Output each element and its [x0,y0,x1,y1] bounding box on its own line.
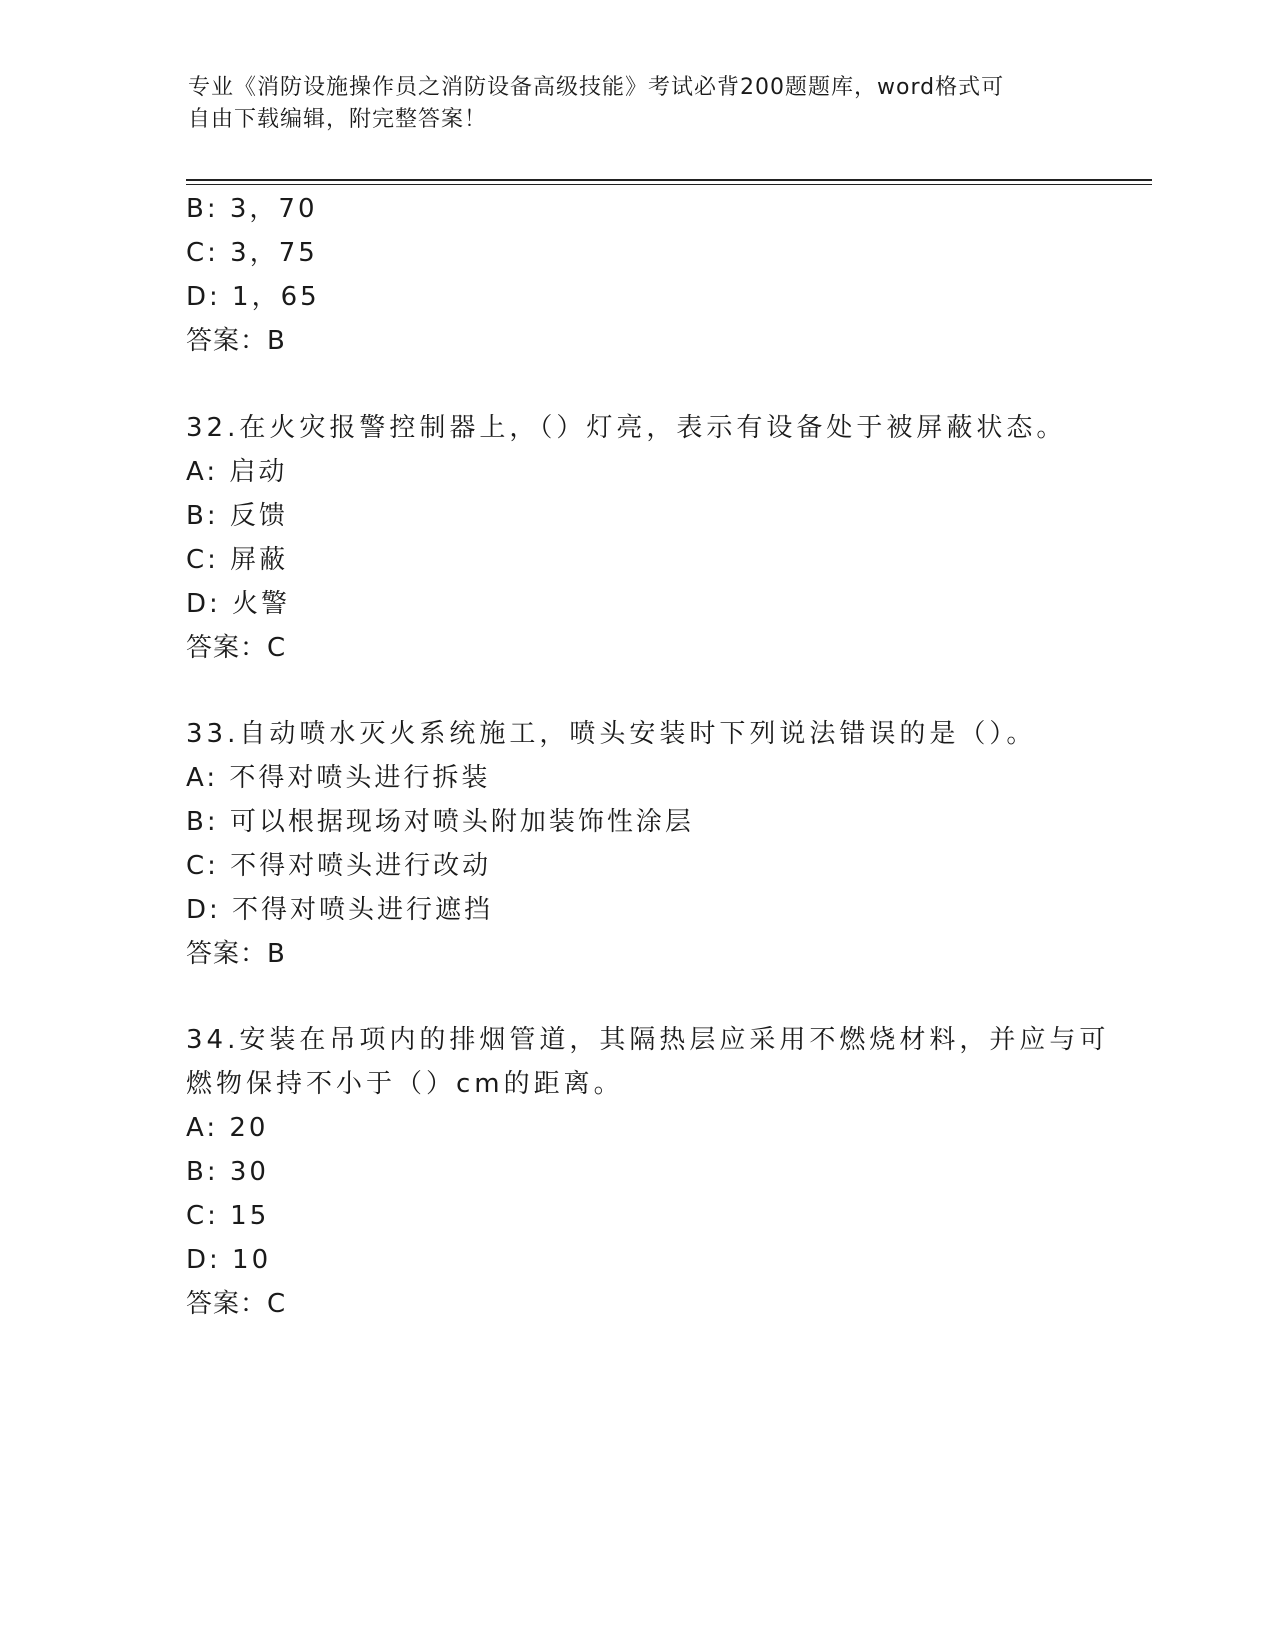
option-c: C: 15 [186,1201,270,1231]
option-c: C: 3，75 [186,238,318,268]
option-c: C: 屏蔽 [186,545,289,575]
option-d: D: 不得对喷头进行遮挡 [186,895,494,925]
question-stem-line-1: 34.安装在吊项内的排烟管道，其隔热层应采用不燃烧材料，并应与可 [186,1025,1110,1055]
option-b: B: 30 [186,1157,269,1187]
header-rule-thin [186,184,1152,185]
document-header [188,72,1068,136]
option-b: B: 反馈 [186,501,288,531]
option-d: D: 火警 [186,589,291,619]
answer: 答案：B [186,326,286,356]
header-line-1: 专业《消防设施操作员之消防设备高级技能》考试必背200题题库，word格式可 [188,75,1005,100]
question-stem: 32.在火灾报警控制器上，（）灯亮，表示有设备处于被屏蔽状态。 [186,413,1067,443]
option-c: C: 不得对喷头进行改动 [186,851,492,881]
question-stem: 33.自动喷水灭火系统施工，喷头安装时下列说法错误的是（）。 [186,719,1037,749]
header-line-2: 自由下载编辑，附完整答案！ [188,107,488,132]
option-b: B: 可以根据现场对喷头附加装饰性涂层 [186,807,694,837]
option-d: D: 1，65 [186,282,320,312]
question-stem-line-2: 燃物保持不小于（）cm的距离。 [186,1069,624,1099]
answer: 答案：C [186,633,287,663]
answer: 答案：B [186,939,286,969]
answer: 答案：C [186,1289,287,1319]
option-b: B: 3，70 [186,194,318,224]
option-a: A: 20 [186,1113,269,1143]
header-rule-thick [186,179,1152,181]
option-a: A: 启动 [186,457,288,487]
option-d: D: 10 [186,1245,272,1275]
option-a: A: 不得对喷头进行拆装 [186,763,491,793]
